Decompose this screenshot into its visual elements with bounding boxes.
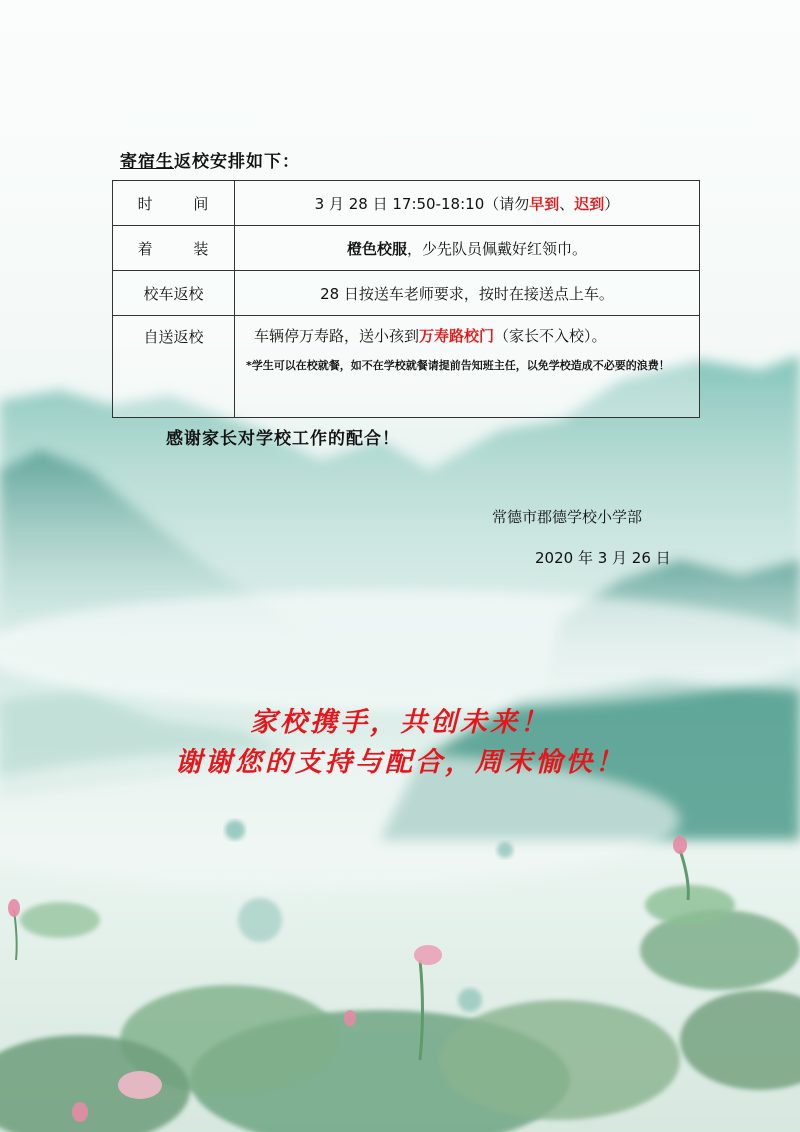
signature-date: 2020 年 3 月 26 日: [535, 549, 671, 567]
self-text-b: （家长不入校）。: [494, 327, 607, 345]
slogan-line-2: 谢谢您的支持与配合，周末愉快！: [175, 747, 625, 778]
heading-underlined: 寄宿生: [120, 152, 174, 172]
thanks-text: 感谢家长对学校工作的配合！: [166, 429, 400, 449]
time-text: 3 月 28 日 17:50-18:10（请勿: [314, 194, 530, 213]
uniform-text: 橙色校服: [346, 239, 407, 258]
row-label-dress: 着 装: [113, 226, 235, 271]
arrangement-table: [112, 180, 700, 418]
early-warning: 早到: [529, 194, 560, 213]
table-row-bus: [113, 271, 700, 316]
row-value-dress: [235, 226, 700, 271]
row-label-bus: 校车返校: [113, 271, 235, 316]
table-row-time: [113, 181, 700, 226]
gate-name: 万寿路校门: [419, 327, 495, 345]
table-row-self: [113, 316, 700, 418]
row-label-self: 自送返校: [113, 316, 235, 418]
self-text-a: 车辆停万寿路，送小孩到: [254, 327, 420, 345]
signature-org: 常德市郡德学校小学部: [492, 508, 643, 526]
time-text-end: ）: [604, 194, 620, 213]
section-heading: [120, 147, 300, 172]
dress-text: ，少先队员佩戴好红领巾。: [407, 239, 588, 258]
row-value-self: [235, 316, 700, 418]
row-value-time: [235, 181, 700, 226]
heading-rest: 返校安排如下：: [174, 152, 300, 172]
separator: 、: [559, 194, 575, 213]
row-value-bus: 28 日按送车老师要求，按时在接送点上车。: [235, 271, 700, 316]
meal-note: *学生可以在校就餐，如不在学校就餐请提前告知班主任，以免学校造成不必要的浪费！: [246, 359, 670, 372]
table-row-dress: [113, 226, 700, 271]
late-warning: 迟到: [574, 194, 605, 213]
slogan-line-1: 家校携手，共创未来！: [250, 707, 550, 738]
row-label-time: 时 间: [113, 181, 235, 226]
self-delivery-text: [236, 317, 698, 346]
